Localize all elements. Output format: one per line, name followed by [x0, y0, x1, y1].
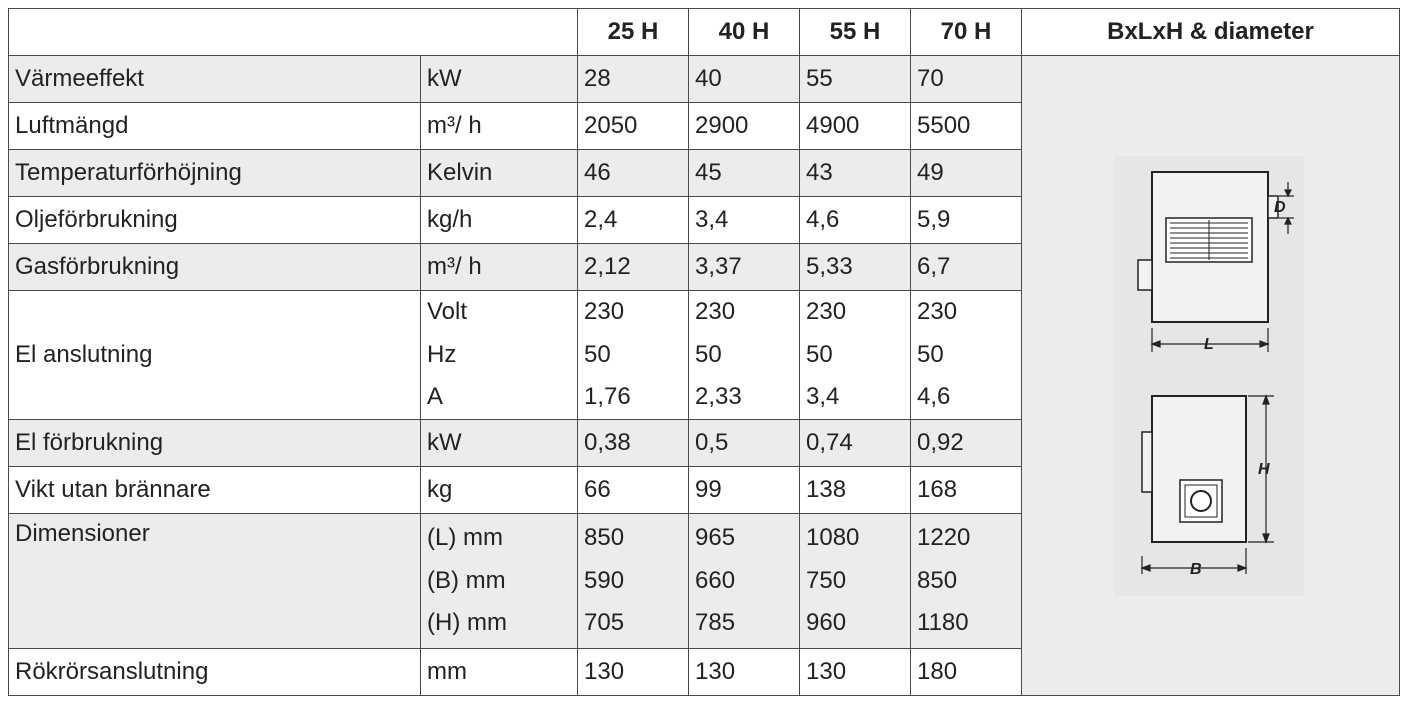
row-unit: Kelvin: [421, 150, 578, 197]
row-units: [421, 514, 578, 649]
header-row: [9, 9, 1400, 56]
value-cell: 230 50 1,76: [578, 291, 689, 420]
value-cell: 2,12: [578, 244, 689, 291]
value-cell: 0,38: [578, 420, 689, 467]
model-70h-header: 70 H: [911, 9, 1022, 56]
value-cell: 40: [689, 56, 800, 103]
value-cell: 965 660 785: [689, 514, 800, 649]
dimension-diagram-cell: [1022, 56, 1400, 696]
value-cell: 55: [800, 56, 911, 103]
value-cell: 2050: [578, 103, 689, 150]
value-cell: 0,5: [689, 420, 800, 467]
row-unit: kg/h: [421, 197, 578, 244]
value-cell: 1080 750 960: [800, 514, 911, 649]
unit-line: (B) mm: [427, 566, 506, 594]
value-cell: 28: [578, 56, 689, 103]
l-label: L: [1204, 336, 1214, 353]
unit-line: (L) mm: [427, 524, 503, 552]
value-cell: 45: [689, 150, 800, 197]
value-cell: 168: [911, 467, 1022, 514]
row-label: Luftmängd: [9, 103, 421, 150]
value-cell: 130: [578, 649, 689, 696]
value-cell: 5,9: [911, 197, 1022, 244]
value-cell: 180: [911, 649, 1022, 696]
value-cell: 3,37: [689, 244, 800, 291]
unit-line: Volt: [427, 298, 468, 326]
value-cell: 2900: [689, 103, 800, 150]
side-connector: [1142, 432, 1152, 492]
value-cell: 138: [800, 467, 911, 514]
value-cell: 4900: [800, 103, 911, 150]
row-unit: m³/ h: [421, 103, 578, 150]
value-cell: 230 50 3,4: [800, 291, 911, 420]
spec-table: [8, 8, 1400, 696]
row-label: Rökrörsanslutning: [9, 649, 421, 696]
model-25h-header: 25 H: [578, 9, 689, 56]
value-cell: 5500: [911, 103, 1022, 150]
value-cell: 0,74: [800, 420, 911, 467]
row-unit: kW: [421, 420, 578, 467]
row-unit: mm: [421, 649, 578, 696]
h-label: H: [1258, 461, 1270, 478]
value-cell: 0,92: [911, 420, 1022, 467]
unit-line: A: [427, 383, 444, 411]
heater-dimension-diagram: [1114, 156, 1304, 596]
value-cell: 6,7: [911, 244, 1022, 291]
value-cell: 70: [911, 56, 1022, 103]
value-cell: 130: [800, 649, 911, 696]
value-cell: 230 50 2,33: [689, 291, 800, 420]
row-label: Vikt utan brännare: [9, 467, 421, 514]
d-label: D: [1274, 199, 1286, 216]
row-unit: m³/ h: [421, 244, 578, 291]
value-cell: 1220 850 1180: [911, 514, 1022, 649]
header-empty-cell: [9, 9, 578, 56]
row-label: Värmeeffekt: [9, 56, 421, 103]
row-label: Gasförbrukning: [9, 244, 421, 291]
dimension-header: BxLxH & diameter: [1022, 9, 1400, 56]
row-units: [421, 291, 578, 420]
value-cell: 850 590 705: [578, 514, 689, 649]
value-cell: 4,6: [800, 197, 911, 244]
unit-line: (H) mm: [427, 609, 507, 637]
row-label: Dimensioner: [9, 514, 421, 649]
value-cell: 66: [578, 467, 689, 514]
value-cell: 99: [689, 467, 800, 514]
burner-connector: [1138, 260, 1152, 290]
value-cell: 130: [689, 649, 800, 696]
value-cell: 230 50 4,6: [911, 291, 1022, 420]
model-40h-header: 40 H: [689, 9, 800, 56]
value-cell: 49: [911, 150, 1022, 197]
row-unit: kg: [421, 467, 578, 514]
heater-drawing: [1114, 156, 1304, 596]
row-unit: kW: [421, 56, 578, 103]
row-label: El anslutning: [9, 291, 421, 420]
value-cell: 43: [800, 150, 911, 197]
value-cell: 3,4: [689, 197, 800, 244]
unit-line: Hz: [427, 340, 457, 368]
b-label: B: [1190, 561, 1202, 578]
value-cell: 5,33: [800, 244, 911, 291]
model-55h-header: 55 H: [800, 9, 911, 56]
table-row: [9, 56, 1400, 103]
value-cell: 2,4: [578, 197, 689, 244]
row-label: El förbrukning: [9, 420, 421, 467]
row-label: Temperaturförhöjning: [9, 150, 421, 197]
flue-opening: [1191, 491, 1211, 511]
row-label: Oljeförbrukning: [9, 197, 421, 244]
value-cell: 46: [578, 150, 689, 197]
